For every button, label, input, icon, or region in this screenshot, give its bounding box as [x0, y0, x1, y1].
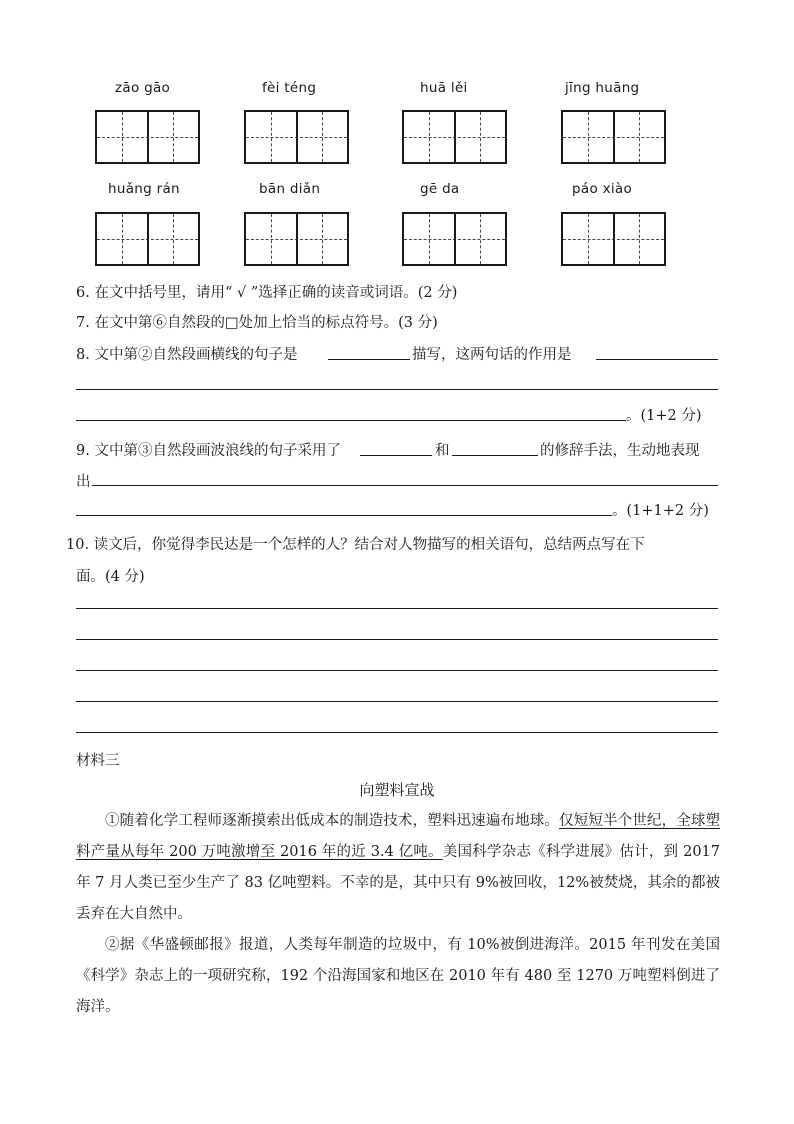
question-9-score: 。(1+1+2 分)	[612, 503, 709, 519]
answer-line[interactable]	[76, 608, 718, 609]
pinyin-label: páo xiào	[572, 181, 633, 197]
writing-grid[interactable]	[244, 212, 349, 266]
pinyin-label: bān diǎn	[259, 181, 321, 197]
writing-grid[interactable]	[95, 212, 200, 266]
question-8-text: 描写，这两句话的作用是	[412, 347, 572, 363]
paragraph-text: 美国科学杂志《科学进展》估计，到 2017 年 7 月人类已至少生产了 83 亿吨塑料。不幸的是，其中只有 9%被回收，12%被焚烧，其余的都被丢弃在大自然中。	[76, 844, 720, 922]
question-10-text: 10. 读文后，你觉得李民达是一个怎样的人？结合对人物描写的相关语句，总结两点写在下	[66, 537, 645, 553]
pinyin-label: huǎng rán	[108, 181, 180, 197]
question-6: 6. 在文中括号里，请用“ √ ”选择正确的读音或词语。(2 分)	[76, 285, 458, 301]
writing-grid[interactable]	[402, 212, 507, 266]
answer-line[interactable]	[92, 485, 718, 486]
pinyin-label: gē da	[420, 181, 460, 197]
material-title: 向塑料宣战	[359, 781, 435, 799]
answer-line[interactable]	[76, 515, 612, 516]
question-8-text: 8. 文中第②自然段画横线的句子是	[76, 347, 298, 363]
answer-blank[interactable]	[360, 455, 432, 456]
answer-blank[interactable]	[596, 359, 718, 360]
answer-line[interactable]	[76, 389, 718, 390]
answer-line[interactable]	[76, 639, 718, 640]
pinyin-label: jīng huāng	[565, 80, 640, 96]
answer-line[interactable]	[76, 670, 718, 671]
question-8-score: 。(1+2 分)	[626, 408, 702, 424]
question-9-text: 9. 文中第③自然段画波浪线的句子采用了	[76, 443, 341, 459]
question-9-text: 的修辞手法，生动地表现	[540, 443, 700, 459]
answer-blank[interactable]	[452, 455, 538, 456]
writing-grid[interactable]	[402, 110, 507, 164]
answer-line[interactable]	[76, 701, 718, 702]
question-10-text: 面。(4 分)	[76, 569, 145, 585]
answer-line[interactable]	[76, 732, 718, 733]
material-paragraph-2: ②据《华盛顿邮报》报道，人类每年制造的垃圾中，有 10%被倒进海洋。2015 年刊发在美国《科学》杂志上的一项研究称，192 个沿海国家和地区在 2010 年有 480 至 1270 万吨塑料倒进了海洋。	[76, 937, 720, 1015]
writing-grid[interactable]	[561, 110, 666, 164]
paragraph-text: ①随着化学工程师逐渐摸索出低成本的制造技术，塑料迅速遍布地球。	[105, 813, 560, 829]
material-label: 材料三	[76, 753, 120, 769]
writing-grid[interactable]	[561, 212, 666, 266]
question-9-text: 出	[76, 474, 91, 490]
pinyin-label: fèi téng	[262, 80, 317, 96]
question-7: 7. 在文中第⑥自然段的□处加上恰当的标点符号。(3 分)	[76, 315, 438, 331]
material-paragraph-1	[76, 806, 720, 930]
pinyin-label: zāo gāo	[115, 80, 171, 96]
writing-grid[interactable]	[244, 110, 349, 164]
underlined-sentence: 仅短短半个世纪，全球塑料产量从每年 200 万吨激增至 2016 年的近 3.4 亿吨。	[76, 813, 721, 860]
question-9-text: 和	[435, 443, 450, 459]
answer-line[interactable]	[76, 420, 626, 421]
answer-blank[interactable]	[328, 359, 410, 360]
pinyin-label: huā lěi	[420, 80, 468, 96]
writing-grid[interactable]	[95, 110, 200, 164]
